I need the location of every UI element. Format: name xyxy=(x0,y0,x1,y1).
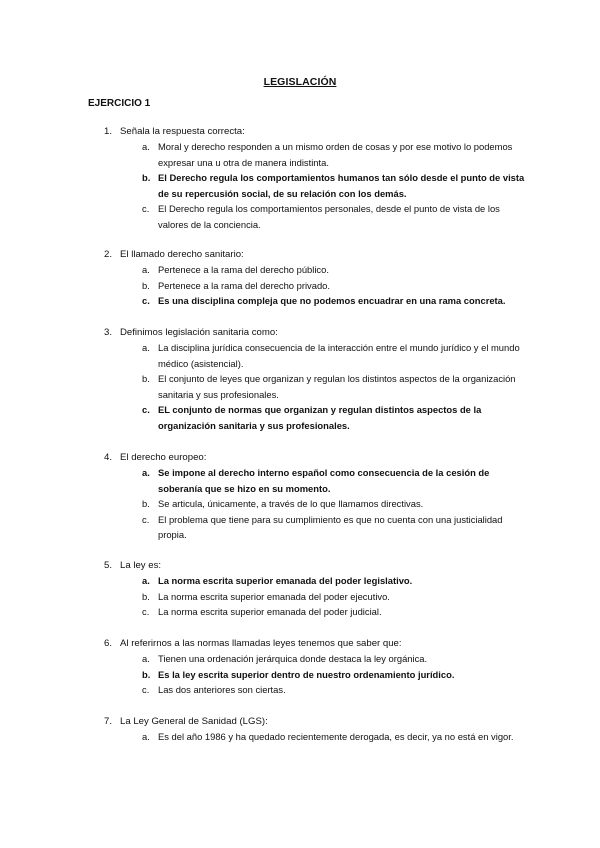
question-number: 5. xyxy=(104,560,113,571)
option-5c xyxy=(88,604,530,620)
option-2c xyxy=(88,293,530,309)
option-text: La disciplina jurídica consecuencia de la interacción entre el mundo jurídico y el mundo médico (asistencial). xyxy=(158,342,520,369)
option-text: El Derecho regula los comportamientos personales, desde el punto de vista de los valores de la conciencia. xyxy=(158,203,500,230)
option-text: El Derecho regula los comportamientos humanos tan sólo desde el punto de vista de su repercusión social, de su relación con los demás. xyxy=(158,172,525,199)
question-text: Señala la respuesta correcta: xyxy=(120,126,245,137)
question-5 xyxy=(88,558,528,620)
option-4c xyxy=(88,512,530,543)
question-7 xyxy=(88,714,528,745)
option-letter: b. xyxy=(142,498,150,510)
question-number: 3. xyxy=(104,327,113,338)
option-letter: c. xyxy=(142,295,150,307)
option-letter: a. xyxy=(142,467,150,478)
option-1a xyxy=(88,139,530,170)
question-4 xyxy=(88,450,528,543)
option-text: Las dos anteriores son ciertas. xyxy=(158,684,286,696)
option-letter: b. xyxy=(142,373,150,385)
option-text: La norma escrita superior emanada del poder legislativo. xyxy=(158,575,413,586)
option-1b xyxy=(88,170,530,201)
option-letter: a. xyxy=(142,264,150,275)
option-text: La norma escrita superior emanada del poder ejecutivo. xyxy=(158,590,390,602)
option-letter: b. xyxy=(142,279,150,291)
question-number: 2. xyxy=(104,249,113,260)
option-3b xyxy=(88,371,530,402)
option-letter: b. xyxy=(142,590,150,602)
option-7a xyxy=(88,729,530,745)
option-6c xyxy=(88,682,530,698)
option-letter: a. xyxy=(142,575,150,586)
option-3c xyxy=(88,402,530,433)
question-number: 1. xyxy=(104,126,113,137)
question-2 xyxy=(88,247,528,309)
option-text: Se impone al derecho interno español como consecuencia de la cesión de soberanía que se hizo en su momento. xyxy=(158,467,490,494)
question-number: 4. xyxy=(104,452,113,463)
option-3a xyxy=(88,340,530,371)
option-6a xyxy=(88,651,530,667)
question-1 xyxy=(88,124,528,233)
option-2b xyxy=(88,278,530,294)
option-2a xyxy=(88,262,530,278)
question-text: El derecho europeo: xyxy=(120,452,207,463)
option-text: Pertenece a la rama del derecho público. xyxy=(158,264,329,275)
option-text: Se articula, únicamente, a través de lo que llamamos directivas. xyxy=(158,498,424,510)
question-6 xyxy=(88,636,528,698)
question-number: 7. xyxy=(104,716,113,727)
option-1c xyxy=(88,201,530,232)
section-heading: EJERCICIO 1 xyxy=(88,98,151,109)
option-5b xyxy=(88,589,530,605)
option-text: Es una disciplina compleja que no podemos encuadrar en una rama concreta. xyxy=(158,295,506,307)
question-text: Al referirnos a las normas llamadas leyes tenemos que saber que: xyxy=(120,638,402,649)
option-letter: a. xyxy=(142,141,150,152)
option-4a xyxy=(88,465,530,496)
page-title: LEGISLACIÓN xyxy=(263,76,337,88)
option-letter: c. xyxy=(142,513,150,525)
option-text: Pertenece a la rama del derecho privado. xyxy=(158,279,330,291)
question-text: El llamado derecho sanitario: xyxy=(120,249,244,260)
option-text: El conjunto de leyes que organizan y regulan los distintos aspectos de la organización sanitaria y sus profesionales. xyxy=(158,373,516,400)
question-3 xyxy=(88,325,528,434)
option-letter: c. xyxy=(142,684,150,696)
option-text: Moral y derecho responden a un mismo orden de cosas y por ese motivo lo podemos expresar una u otra de manera indistinta. xyxy=(158,141,513,168)
option-text: La norma escrita superior emanada del poder judicial. xyxy=(158,606,382,618)
option-letter: c. xyxy=(142,404,150,416)
option-6b xyxy=(88,667,530,683)
option-text: Es la ley escrita superior dentro de nuestro ordenamiento jurídico. xyxy=(158,668,455,680)
question-text: Definimos legislación sanitaria como: xyxy=(120,327,278,338)
option-letter: b. xyxy=(142,668,151,680)
question-number: 6. xyxy=(104,638,113,649)
option-text: El problema que tiene para su cumplimiento es que no cuenta con una justicialidad propia. xyxy=(158,513,503,541)
option-letter: a. xyxy=(142,731,150,742)
option-letter: c. xyxy=(142,203,150,215)
option-text: Es del año 1986 y ha quedado recientemente derogada, es decir, ya no está en vigor. xyxy=(158,731,514,742)
option-letter: b. xyxy=(142,172,151,184)
option-letter: a. xyxy=(142,653,150,664)
option-4b xyxy=(88,496,530,512)
option-text: EL conjunto de normas que organizan y regulan distintos aspectos de la organización sanitaria y sus profesionales. xyxy=(158,404,482,431)
option-letter: a. xyxy=(142,342,150,353)
question-text: La Ley General de Sanidad (LGS): xyxy=(120,716,268,727)
option-5a xyxy=(88,573,530,589)
option-letter: c. xyxy=(142,606,150,618)
option-text: Tienen una ordenación jerárquica donde destaca la ley orgánica. xyxy=(158,653,428,664)
question-text: La ley es: xyxy=(120,560,162,571)
